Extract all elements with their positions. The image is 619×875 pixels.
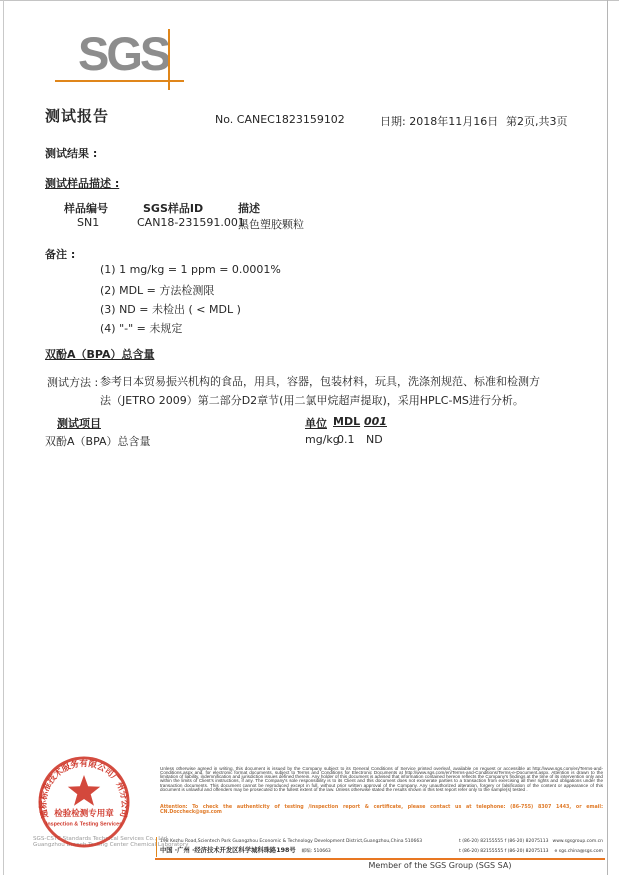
lab-name-line1: SGS-CSTC Standards Technical Services Co., Ltd.	[33, 836, 169, 842]
address-en-street: 198 Kezhu Road,Scientech Park Guangzhou Economic & Technology Development District,Guangzhou,China 510663	[160, 839, 423, 844]
address-cn-street: 中国 ·广州 ·经济技术开发区科学城科珠路198号	[160, 847, 296, 854]
sample-table-header-description: 描述	[238, 202, 260, 215]
test-method-text-line1: 参考日本贸易振兴机构的食品，用具，容器，包装材料，玩具，洗涤剂规范、标准和检测方	[100, 375, 540, 388]
sample-table-header-sgs-id: SGS样品ID	[143, 202, 204, 215]
sample-table-cell-sgs-id: CAN18-231591.001	[137, 216, 245, 229]
bpa-section-heading: 双酚A（BPA）总含量	[45, 348, 155, 361]
result-table-header-unit: 单位	[305, 417, 327, 430]
report-number: No. CANEC1823159102	[215, 113, 345, 126]
result-table-header-item: 测试项目	[57, 417, 101, 430]
stamp-line2: Inspection & Testing Services	[45, 821, 123, 828]
address-row-en	[160, 839, 603, 844]
result-table-header-mdl: MDL	[333, 415, 361, 428]
test-method-label: 测试方法 :	[47, 376, 99, 389]
note-item-3: (3) ND = 未检出 ( < MDL )	[100, 303, 241, 316]
legal-disclaimer: Unless otherwise agreed in writing, this document is issued by the Company subject to its General Conditions of Service printed overleaf, available on request or accessible at http://www.sgs.com/en/Terms-and-Conditions.aspx and, for electronic format documents, subject to Terms and Conditions for Electronic Documents at http://www.sgs.com/en/Terms-and-Conditions/Terms-e-Document.aspx. Attention is drawn to the limitation of liability, indemnification and jurisdiction issues defined therein. Any holder of this document is advised that information contained hereon reflects the Company's findings at the time of its intervention only and within the limits of Client's instructions, if any. The Company's sole responsibility is to its Client and this document does not exonerate parties to a transaction from exercising all their rights and obligations under the transaction documents. This document cannot be reproduced except in full, without prior written approval of the Company. Any unauthorized alteration, forgery or falsification of the content or appearance of this document is unlawful and offenders may be prosecuted to the fullest extent of the law. Unless otherwise stated the results shown in this test report refer only to the sample(s) tested .	[160, 766, 603, 792]
results-heading: 测试结果 :	[45, 147, 98, 160]
sgs-logo-crosshair-horizontal	[55, 80, 184, 82]
note-item-2: (2) MDL = 方法检测限	[100, 284, 215, 297]
inspection-stamp	[37, 753, 131, 849]
address-en-website: www.sgsgroup.com.cn	[552, 839, 603, 844]
stamp-star-icon	[68, 775, 100, 806]
authenticity-attention-note: Attention: To check the authenticity of testing /inspection report & certificate, please contact us at telephone: (86-755) 8307 1443, or email: CN.Doccheck@sgs.com	[160, 805, 603, 815]
test-method-text-line2: 法（JETRO 2009）第二部分D2章节(用二氯甲烷超声提取)，采用HPLC-MS进行分析。	[100, 394, 524, 407]
result-table-header-sample-001: 001	[364, 415, 387, 428]
result-table-cell-value: ND	[366, 433, 383, 446]
result-table-cell-mdl: 0.1	[337, 433, 355, 446]
note-item-1: (1) 1 mg/kg = 1 ppm = 0.0001%	[100, 263, 281, 276]
sample-description-heading: 测试样品描述 :	[45, 177, 120, 190]
stamp-line1: 检验检测专用章	[54, 809, 114, 819]
result-table-cell-item: 双酚A（BPA）总含量	[45, 435, 151, 448]
footer-orange-rule	[155, 858, 605, 860]
lab-name-line2: Guangzhou Branch Testing Center Chemical Laboratory	[33, 842, 189, 849]
address-cn-postal: 邮编: 510663	[301, 849, 331, 854]
address-cn-contact: t (86-20) 82155555 f (86-20) 82075113	[459, 849, 549, 854]
sample-table-cell-description: 黑色塑胶颗粒	[238, 218, 304, 231]
scan-edge-left	[3, 0, 4, 875]
address-en-contact: t (86-20) 82155555 f (86-20) 82075113	[459, 839, 549, 844]
page-title: 测试报告	[45, 107, 110, 125]
address-row-cn	[160, 845, 603, 854]
report-date: 日期: 2018年11月16日	[380, 115, 499, 128]
stamp-ring-text: 通标标准技术服务有限公司广州分公司	[38, 759, 130, 819]
scan-edge-right	[607, 0, 608, 875]
sgs-logo-text: SGS	[78, 27, 169, 80]
scan-edge-top	[0, 0, 619, 1]
sample-table-header-sample-no: 样品编号	[64, 202, 108, 215]
result-table-cell-unit: mg/kg	[305, 433, 340, 446]
sgs-membership-note: Member of the SGS Group (SGS SA)	[368, 861, 512, 870]
page-indicator: 第2页,共3页	[506, 115, 568, 128]
notes-heading: 备注 :	[45, 248, 76, 261]
address-cn-email: e sgs.china@sgs.com	[554, 849, 603, 854]
sample-table-cell-sample-no: SN1	[77, 216, 100, 229]
note-item-4: (4) "-" = 未规定	[100, 322, 183, 335]
